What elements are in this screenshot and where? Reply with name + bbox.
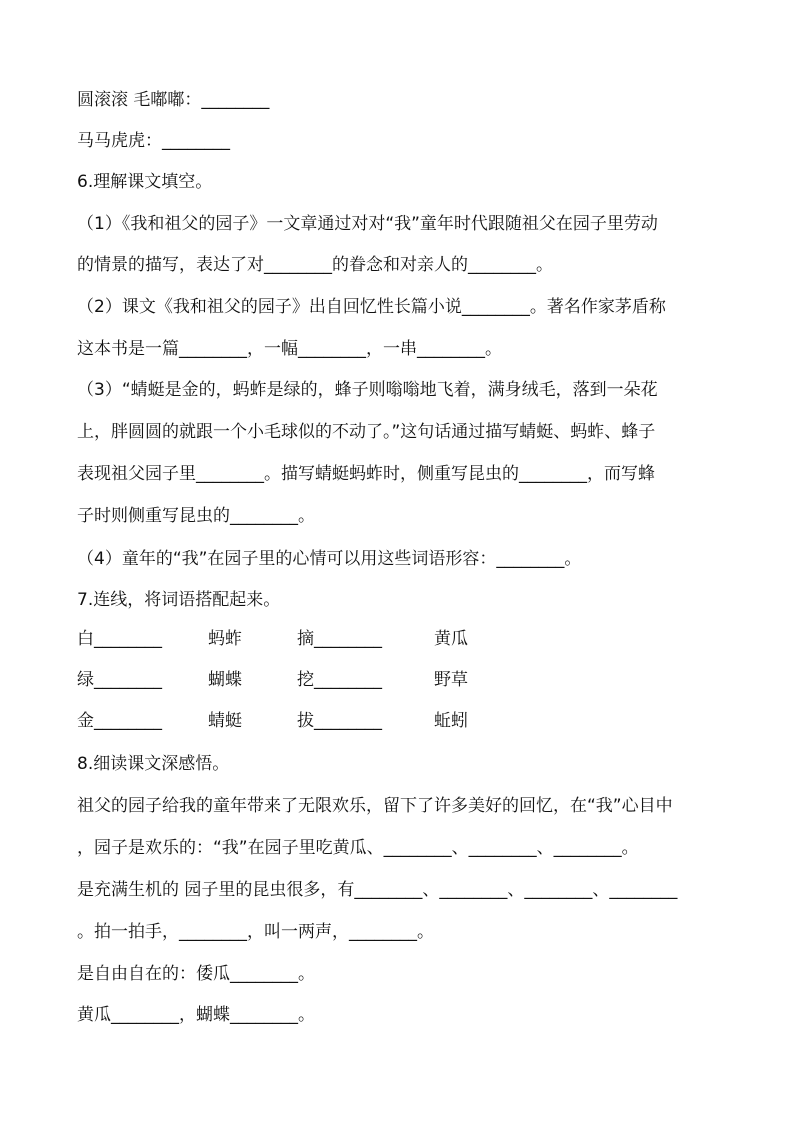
q6-1-line-2: 的情景的描写，表达了对________的眷念和对亲人的________。 — [77, 255, 553, 275]
q8-line-2: ，园子是欢乐的：“我”在园子里吃黄瓜、________、________、________。 — [77, 838, 639, 858]
question-7-heading: 7.连线，将词语搭配起来。 — [77, 590, 281, 610]
match-cell: 金________ — [77, 711, 162, 731]
question-6-heading: 6.理解课文填空。 — [77, 172, 213, 192]
q6-3-line-1: （3）“蜻蜓是金的，蚂蚱是绿的，蜂子则嗡嗡地飞着，满身绒毛，落到一朵花 — [77, 380, 658, 400]
q8-line-5: 是自由自在的：倭瓜________。 — [77, 964, 315, 984]
q8-line-6: 黄瓜________，蝴蝶________。 — [77, 1005, 315, 1025]
fill-line-mamahuhu: 马马虎虎：________ — [77, 131, 230, 151]
q6-3-line-2: 上，胖圆圆的就跟一个小毛球似的不动了。”这句话通过描写蜻蜓、蚂蚱、蜂子 — [77, 422, 656, 442]
fill-line-gunrun: 圆滚滚 毛嘟嘟：________ — [77, 90, 270, 110]
match-cell: 蚂蚱 — [208, 629, 242, 649]
match-cell: 野草 — [434, 670, 468, 690]
q6-4-line: （4）童年的“我”在园子里的心情可以用这些词语形容：________。 — [77, 549, 582, 569]
q8-line-3: 是充满生机的 园子里的昆虫很多，有________、________、________、________ — [77, 880, 678, 900]
match-cell: 蝴蝶 — [208, 670, 242, 690]
match-cell: 蜻蜓 — [208, 711, 242, 731]
q8-line-1: 祖父的园子给我的童年带来了无限欢乐，留下了许多美好的回忆，在“我”心目中 — [77, 796, 673, 816]
match-cell: 蚯蚓 — [434, 711, 468, 731]
q6-1-line-1: （1）《我和祖父的园子》一文章通过对对“我”童年时代跟随祖父在园子里劳动 — [77, 214, 658, 234]
match-cell: 挖________ — [297, 670, 382, 690]
q6-3-line-3: 表现祖父园子里________。描写蜻蜓蚂蚱时，侧重写昆虫的________，而写蜂 — [77, 464, 655, 484]
q6-3-line-4: 子时则侧重写昆虫的________。 — [77, 506, 315, 526]
match-cell: 白________ — [77, 629, 162, 649]
q8-line-4: 。拍一拍手，________，叫一两声，________。 — [77, 922, 434, 942]
match-cell: 黄瓜 — [434, 629, 468, 649]
match-cell: 绿________ — [77, 670, 162, 690]
q6-2-line-1: （2）课文《我和祖父的园子》出自回忆性长篇小说________。著名作家茅盾称 — [77, 297, 666, 317]
question-8-heading: 8.细读课文深感悟。 — [77, 754, 230, 774]
match-cell: 拔________ — [297, 711, 382, 731]
match-cell: 摘________ — [297, 629, 382, 649]
q6-2-line-2: 这本书是一篇________，一幅________，一串________。 — [77, 339, 502, 359]
